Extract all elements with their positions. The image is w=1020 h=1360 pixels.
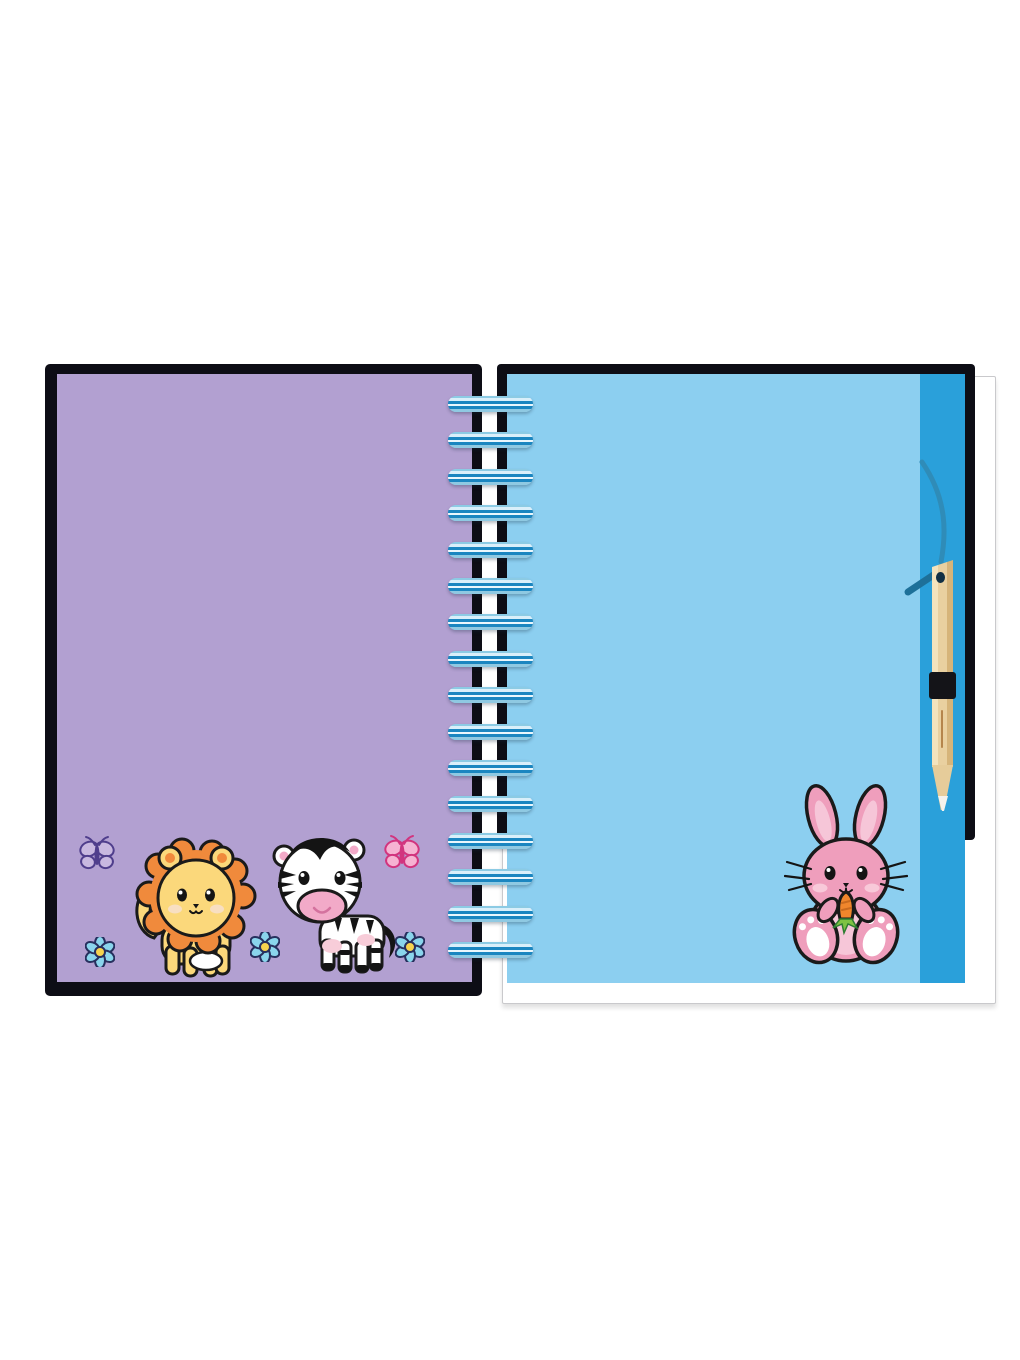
stylus-wood-grain [941,710,943,748]
spiral-coil [448,942,533,958]
bunny-illustration [784,776,908,966]
spiral-coil [448,651,533,667]
spiral-coil [448,505,533,521]
flower-icon [85,937,115,967]
stylus-cord-hole [936,572,945,583]
spiral-coil [448,578,533,594]
lion-illustration [118,834,266,982]
flower-icon [250,932,280,962]
pink-butterfly-icon [380,834,424,874]
spiral-coil [448,542,533,558]
stylus-cord [880,440,980,610]
purple-butterfly-icon [75,835,119,875]
spiral-coil [448,869,533,885]
spiral-coil [448,760,533,776]
spiral-coil [448,796,533,812]
flower-icon [395,932,425,962]
spiral-coil [448,432,533,448]
spiral-coil [448,687,533,703]
spiral-coil [448,724,533,740]
spiral-coil [448,833,533,849]
spiral-coil [448,469,533,485]
stylus-black-band [929,672,956,699]
spiral-coil [448,396,533,412]
spiral-coil [448,906,533,922]
spiral-coil [448,614,533,630]
